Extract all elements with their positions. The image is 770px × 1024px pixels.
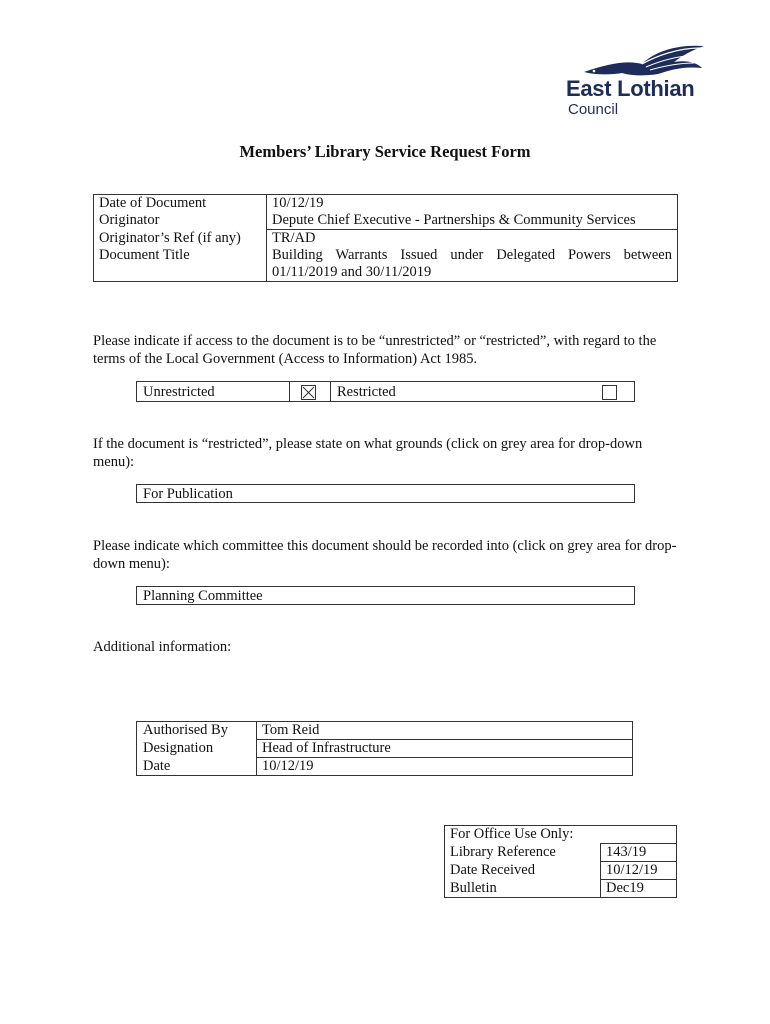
- bulletin-value: Dec19: [601, 880, 677, 898]
- table-row: [445, 844, 677, 862]
- logo-council: Council: [568, 101, 619, 118]
- originator-field[interactable]: Depute Chief Executive - Partnerships & Community Services: [272, 212, 636, 228]
- table-row: [445, 880, 677, 898]
- library-reference-value: 143/19: [601, 844, 677, 862]
- unrestricted-checkbox[interactable]: [301, 385, 316, 400]
- access-instruction: Please indicate if access to the document is to be “unrestricted” or “restricted”, with regard to the terms of the Local Government (Access to Information) Act 1985.: [93, 333, 657, 367]
- office-label: Date Received: [445, 862, 601, 880]
- grounds-value: For Publication: [143, 486, 233, 502]
- authorisation-table: [136, 721, 633, 776]
- table-row: [445, 862, 677, 880]
- table-row: [137, 722, 633, 740]
- form-title: Members’ Library Service Request Form: [239, 142, 531, 161]
- divider: [330, 382, 331, 401]
- detail-label: Document Title: [94, 247, 267, 282]
- additional-info-label: Additional information:: [93, 639, 232, 655]
- table-row: [94, 230, 678, 248]
- logo-name: East Lothian: [566, 76, 695, 101]
- restricted-label: Restricted: [337, 384, 396, 400]
- office-label: Bulletin: [445, 880, 601, 898]
- unrestricted-label: Unrestricted: [143, 384, 215, 400]
- auth-label: Designation: [137, 740, 257, 758]
- designation-field[interactable]: Head of Infrastructure: [257, 740, 633, 758]
- document-title-field[interactable]: Building Warrants Issued under Delegated Powers between 01/11/2019 and 30/11/2019: [272, 247, 672, 280]
- council-logo: [560, 38, 720, 122]
- restricted-checkbox[interactable]: [602, 385, 617, 400]
- access-selection: [136, 381, 635, 402]
- table-row: [94, 212, 678, 230]
- committee-dropdown[interactable]: [136, 586, 635, 605]
- divider: [289, 382, 290, 401]
- date-of-document-field[interactable]: 10/12/19: [272, 195, 324, 211]
- detail-label: Date of Document: [94, 195, 267, 213]
- office-label: Library Reference: [445, 844, 601, 862]
- committee-instruction: Please indicate which committee this document should be recorded into (click on grey area for drop-down menu):: [93, 538, 677, 572]
- table-row: [94, 195, 678, 213]
- office-use-table: [444, 825, 677, 898]
- document-details-table: [93, 194, 678, 282]
- detail-label: Originator: [94, 212, 267, 230]
- table-row: [137, 758, 633, 776]
- detail-label: Originator’s Ref (if any): [94, 230, 267, 248]
- auth-date-field[interactable]: 10/12/19: [257, 758, 633, 776]
- grounds-instruction: If the document is “restricted”, please state on what grounds (click on grey area for drop-down menu):: [93, 436, 643, 470]
- auth-label: Date: [137, 758, 257, 776]
- auth-label: Authorised By: [137, 722, 257, 740]
- checked-cross-icon: [302, 386, 315, 399]
- originator-ref-field[interactable]: TR/AD: [267, 230, 678, 248]
- table-row: [445, 826, 677, 844]
- authorised-by-field[interactable]: Tom Reid: [262, 722, 320, 738]
- table-row: [94, 247, 678, 282]
- office-use-heading: For Office Use Only:: [450, 826, 574, 842]
- table-row: [137, 740, 633, 758]
- committee-value: Planning Committee: [143, 588, 263, 604]
- grounds-dropdown[interactable]: [136, 484, 635, 503]
- date-received-value: 10/12/19: [601, 862, 677, 880]
